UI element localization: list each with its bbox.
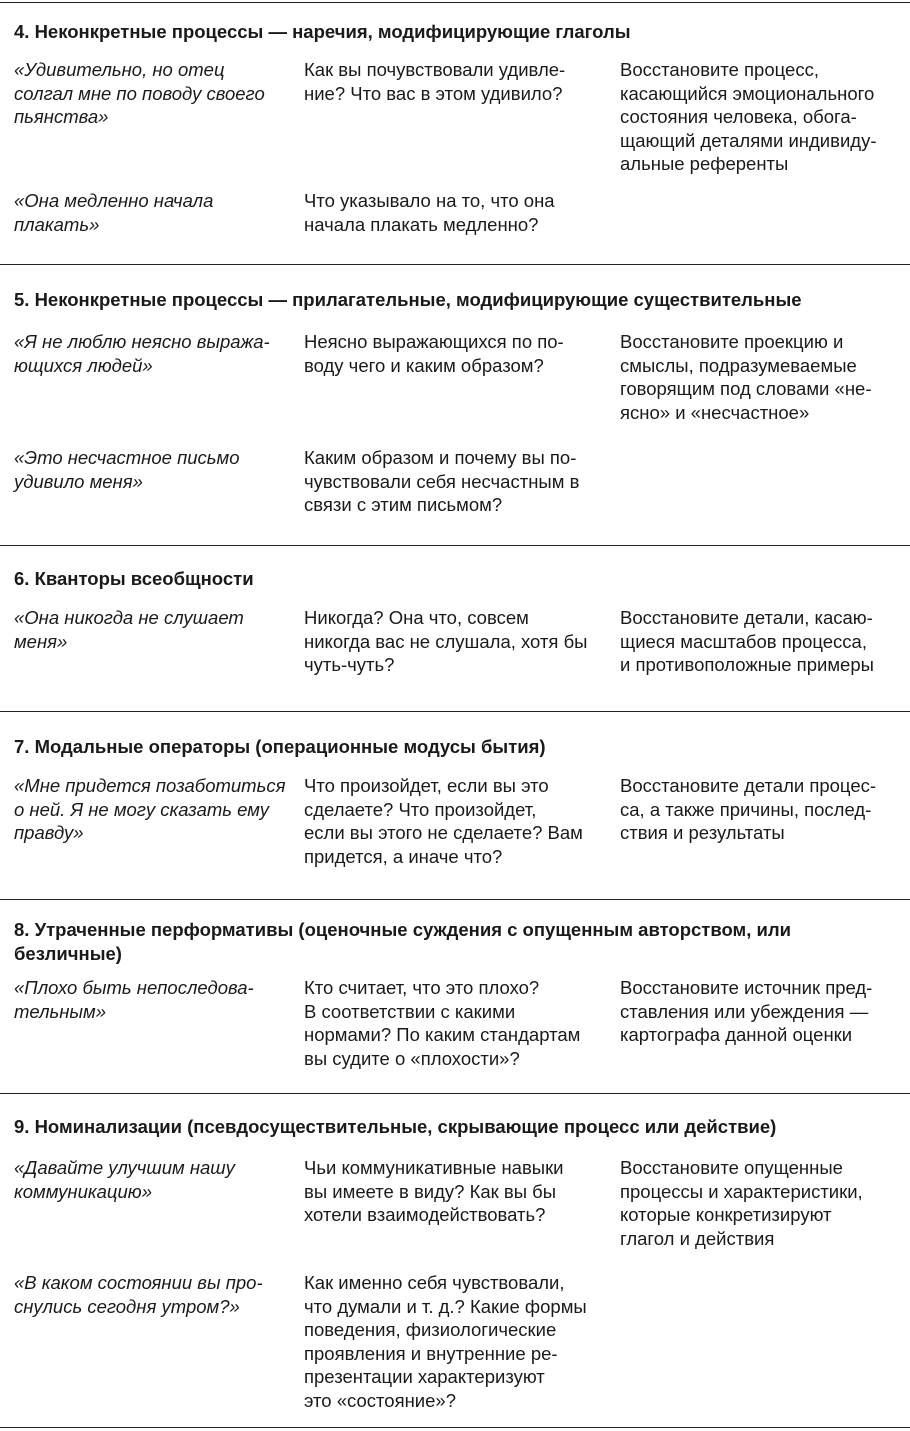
example-phrase: «В каком состоянии вы про- снулись сегодня утром?» bbox=[14, 1272, 263, 1317]
example-phrase: «Давайте улучшим нашу коммуникацию» bbox=[14, 1157, 235, 1202]
recovery-instruction: Восстановите детали процес- са, а также причины, послед- ствия и результаты bbox=[620, 775, 877, 843]
clarifying-question: Каким образом и почему вы по- чувствовали себя несчастным в связи с этим письмом? bbox=[304, 447, 580, 515]
recovery-instruction: Восстановите процесс, касающийся эмоционального состояния человека, обога- щающий деталями индивиду- альные референты bbox=[620, 59, 877, 174]
divider bbox=[0, 545, 910, 546]
example-phrase: «Это несчастное письмо удивило меня» bbox=[14, 447, 240, 492]
example-phrase: «Мне придется позаботиться о ней. Я не могу сказать ему правду» bbox=[14, 775, 286, 843]
section-heading: 8. Утраченные перформативы (оценочные суждения с опущенным авторством, или безличные) bbox=[14, 919, 792, 964]
divider bbox=[0, 1093, 910, 1094]
section-heading: 6. Кванторы всеобщности bbox=[14, 568, 254, 589]
example-phrase: «Я не люблю неясно выража- ющихся людей» bbox=[14, 331, 270, 376]
divider bbox=[0, 264, 910, 265]
section-heading: 9. Номинализации (псевдосуществительные, скрывающие процесс или действие) bbox=[14, 1116, 777, 1137]
clarifying-question: Неясно выражающихся по по- воду чего и каким образом? bbox=[304, 331, 564, 376]
example-phrase: «Плохо быть непоследова- тельным» bbox=[14, 977, 254, 1022]
recovery-instruction: Восстановите источник пред- ставления или убеждения — картографа данной оценки bbox=[620, 977, 873, 1045]
divider bbox=[0, 2, 910, 3]
divider bbox=[0, 899, 910, 900]
clarifying-question: Как именно себя чувствовали, что думали и т. д.? Какие формы поведения, физиологические проявления и внутренние ре- презентации характеризуют это «состояние»? bbox=[304, 1272, 587, 1411]
clarifying-question: Как вы почувствовали удивле- ние? Что вас в этом удивило? bbox=[304, 59, 566, 104]
section-heading: 4. Неконкретные процессы — наречия, модифицирующие глаголы bbox=[14, 21, 631, 42]
example-phrase: «Она никогда не слушает меня» bbox=[14, 607, 244, 652]
example-phrase: «Она медленно начала плакать» bbox=[14, 190, 214, 235]
clarifying-question: Что произойдет, если вы это сделаете? Что произойдет, если вы этого не сделаете? Вам придется, а иначе что? bbox=[304, 775, 583, 867]
recovery-instruction: Восстановите детали, касаю- щиеся масштабов процесса, и противоположные примеры bbox=[620, 607, 874, 675]
recovery-instruction: Восстановите проекцию и смыслы, подразумеваемые говорящим под словами «не- ясно» и «несчастное» bbox=[620, 331, 872, 423]
divider bbox=[0, 711, 910, 712]
clarifying-question: Никогда? Она что, совсем никогда вас не слушала, хотя бы чуть-чуть? bbox=[304, 607, 588, 675]
clarifying-question: Что указывало на то, что она начала плакать медленно? bbox=[304, 190, 555, 235]
recovery-instruction: Восстановите опущенные процессы и характеристики, которые конкретизируют глагол и действия bbox=[620, 1157, 863, 1249]
clarifying-question: Чьи коммуникативные навыки вы имеете в виду? Как вы бы хотели взаимодействовать? bbox=[304, 1157, 564, 1225]
section-heading: 5. Неконкретные процессы — прилагательные, модифицирующие существительные bbox=[14, 289, 802, 310]
example-phrase: «Удивительно, но отец солгал мне по поводу своего пьянства» bbox=[14, 59, 265, 127]
section-heading: 7. Модальные операторы (операционные модусы бытия) bbox=[14, 736, 546, 757]
clarifying-question: Кто считает, что это плохо? В соответствии с какими нормами? По каким стандартам вы судите о «плохости»? bbox=[304, 977, 581, 1069]
divider bbox=[0, 1427, 910, 1428]
